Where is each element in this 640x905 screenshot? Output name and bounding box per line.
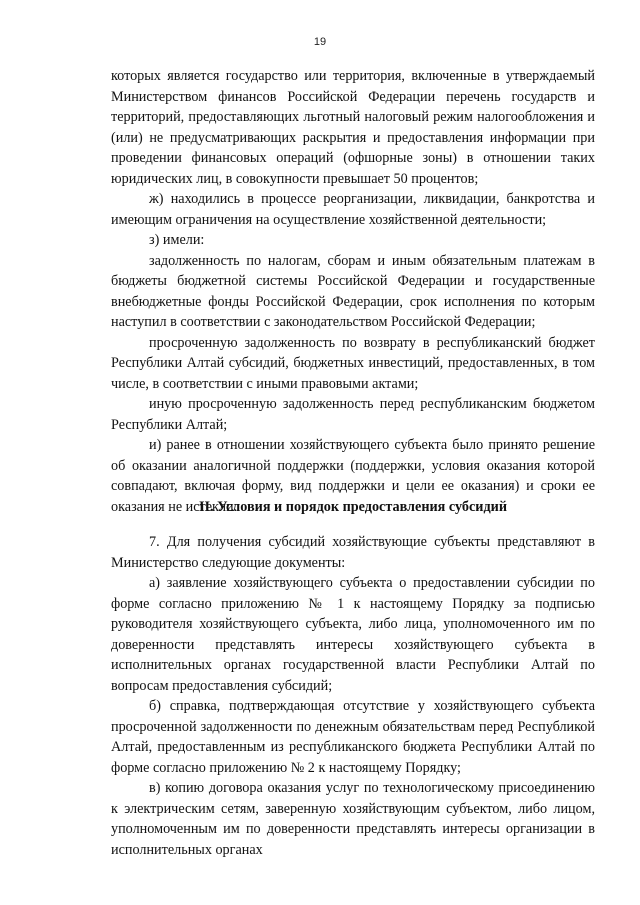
paragraph: просроченную задолженность по возврату в республиканский бюджет Республики Алтай субсидий, бюджетных инвестиций, предоставленных, в том числе, в соответствии с иными правовыми актами; bbox=[111, 334, 595, 392]
paragraph: з) имели: bbox=[149, 232, 205, 248]
paragraph: в) копию договора оказания услуг по технологическому присоединению к электрическим сетям, заверенную хозяйствующим субъектом, либо лицом, уполномоченным им по доверенности представлять интересы организации в исполнительных органах bbox=[111, 780, 595, 858]
paragraph: а) заявление хозяйствующего субъекта о предоставлении субсидии по форме согласно приложению № 1 к настоящему Порядку за подписью руководителя хозяйствующего субъекта, либо лица, уполномоченного им по доверенности представлять интересы хозяйствующего субъекта в исполнительных органах государственной власти Республики Алтай по вопросам предоставления субсидий; bbox=[111, 575, 595, 694]
paragraph: и) ранее в отношении хозяйствующего субъекта было принято решение об оказании аналогичной поддержки (поддержки, условия оказания которой совпадают, включая форму, вид поддержки и цели ее оказания) и сроки ее оказания не истекли. bbox=[111, 437, 595, 515]
body-text-upper bbox=[111, 66, 595, 517]
body-text-lower bbox=[111, 532, 595, 860]
paragraph: 7. Для получения субсидий хозяйствующие субъекты представляют в Министерство следующие документы: bbox=[111, 534, 595, 571]
paragraph: ж) находились в процессе реорганизации, ликвидации, банкротства и имеющим ограничения на осуществление хозяйственной деятельности; bbox=[111, 191, 595, 228]
paragraph: иную просроченную задолженность перед республиканским бюджетом Республики Алтай; bbox=[111, 396, 595, 433]
paragraph: которых является государство или территория, включенные в утверждаемый Министерством финансов Российской Федерации перечень государств и территорий, предоставляющих льготный налоговый режим налогообложения и (или) не предусматривающих раскрытия и предоставления информации при проведении финансовых операций (офшорные зоны) в отношении таких юридических лиц, в совокупности превышает 50 процентов; bbox=[111, 68, 595, 187]
section-heading: II. Условия и порядок предоставления субсидий bbox=[198, 499, 507, 515]
page-number: 19 bbox=[313, 36, 327, 48]
paragraph: задолженность по налогам, сборам и иным обязательным платежам в бюджеты бюджетной системы Российской Федерации и государственные внебюджетные фонды Российской Федерации, срок исполнения по которым наступил в соответствии с законодательством Российской Федерации; bbox=[111, 252, 595, 330]
paragraph: б) справка, подтверждающая отсутствие у хозяйствующего субъекта просроченной задолженности по денежным обязательствам перед Республикой Алтай, предоставленным из республиканского бюджета Республики Алтай по форме согласно приложению № 2 к настоящему Порядку; bbox=[111, 698, 595, 776]
